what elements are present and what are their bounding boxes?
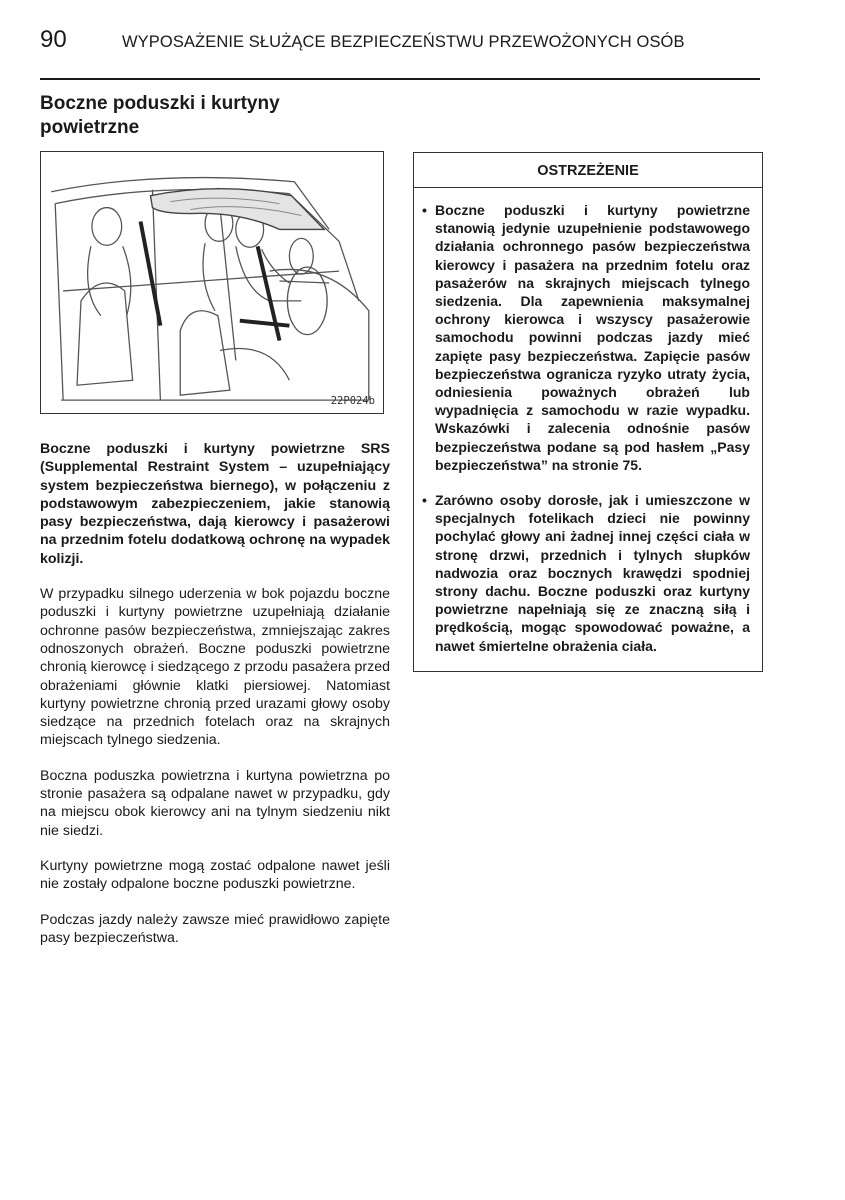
warning-heading: OSTRZEŻENIE	[414, 153, 762, 188]
car-interior-drawing	[41, 152, 383, 413]
body-paragraph: Boczna poduszka powietrzna i kurtyna powietrzna po stronie pasażera są odpalane nawet w przypadku, gdy na miejscu obok kierowcy ani na tylnym siedzeniu nikt nie siedzi.	[40, 767, 390, 839]
body-paragraph: Kurtyny powietrzne mogą zostać odpalone nawet jeśli nie zostały odpalone boczne poduszki powietrzne.	[40, 857, 390, 893]
warning-box	[413, 152, 763, 672]
page-number: 90	[40, 26, 67, 53]
warning-item	[414, 201, 762, 474]
running-title: WYPOSAŻENIE SŁUŻĄCE BEZPIECZEŃSTWU PRZEWOŻONYCH OSÓB	[122, 33, 685, 51]
section-title: Boczne poduszki i kurtyny powietrzne	[40, 93, 280, 138]
airbag-illustration	[40, 151, 384, 414]
warning-item	[414, 491, 762, 655]
bullet-icon: •	[422, 202, 427, 218]
warning-list	[414, 201, 762, 655]
figure-code: 22P024b	[330, 395, 375, 407]
header-rule	[40, 78, 760, 80]
body-paragraph: W przypadku silnego uderzenia w bok pojazdu boczne poduszki i kurtyny powietrzne uzupełniają działanie ochronne pasów bezpieczeństwa, zmniejszając zakres odnoszonych obrażeń. Boczne poduszki powietrzne chronią kierowcę i siedzącego z przodu pasażera przed obrażeniami głównie klatki piersiowej. Natomiast kurtyny powietrzne chronią przed urazami głowy osoby siedzące na przednich fotelach oraz na skrajnych miejscach tylnego siedzenia.	[40, 586, 390, 749]
body-text-column	[40, 440, 390, 964]
body-paragraph: Podczas jazdy należy zawsze mieć prawidłowo zapięte pasy bezpieczeństwa.	[40, 911, 390, 946]
bullet-icon: •	[422, 492, 427, 509]
warning-item-text: Boczne poduszki i kurtyny powietrzne stanowią jedynie uzupełnienie podstawowego działania ochronnego pasów bezpieczeństwa kierowcy i pasażera na przednim fotelu oraz pasażerów na skrajnych miejscach tylnego siedzenia. Dla zapewnienia maksymalnej ochrony kierowca i wszyscy pasażerowie samochodu powinni podczas jazdy mieć zapięte pasy bezpieczeństwa. Zapięcie pasów bezpieczeństwa ogranicza ryzyko utraty życia, odniesienia poważnych obrażeń lub wypadnięcia z samochodu w razie wypadku. Wskazówki i zalecenia odnośnie pasów bezpieczeństwa podane są pod hasłem „Pasy bezpieczeństwa” na stronie 75.	[435, 202, 750, 473]
warning-item-text: Zarówno osoby dorosłe, jak i umieszczone w specjalnych fotelikach dzieci nie powinny pochylać głowy ani żadnej innej części ciała w stronę drzwi, przednich i tylnych słupków nadwozia oraz bocznych krawędzi spodniej strony dachu. Boczne poduszki oraz kurtyny powietrzne napełniają się ze znaczną siłą i prędkością, mogąc spowodować poważne, a nawet śmiertelne obrażenia ciała.	[435, 492, 750, 654]
curtain-airbag-shape	[150, 189, 324, 230]
lead-paragraph: Boczne poduszki i kurtyny powietrzne SRS (Supplemental Restraint System – uzupełniający system bezpieczeństwa biernego), w połączeniu z podstawowym zabezpieczeniem, jakie stanowią pasy bezpieczeństwa, dają kierowcy i pasażerowi na przednim fotelu dodatkową ochronę na wypadek kolizji.	[40, 441, 390, 567]
page-header	[40, 26, 760, 54]
